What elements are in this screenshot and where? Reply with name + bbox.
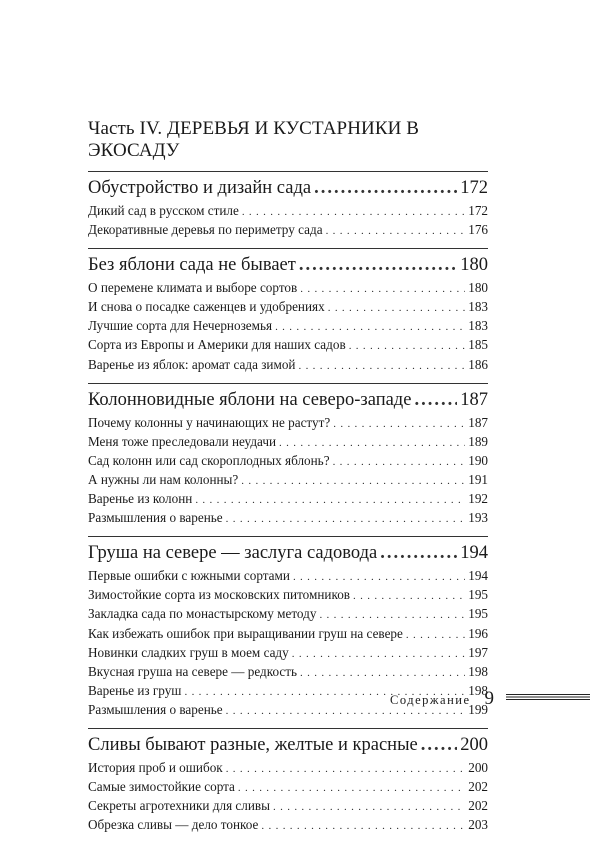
entry-page: 202 bbox=[468, 779, 488, 795]
toc-chapter-heading[interactable] bbox=[88, 733, 488, 757]
chapter-page: 172 bbox=[460, 178, 488, 198]
entry-title: Закладка сада по монастырскому методу bbox=[88, 606, 317, 622]
entry-page: 194 bbox=[468, 568, 488, 584]
entry-title: Декоративные деревья по периметру сада bbox=[88, 222, 323, 238]
entry-page: 195 bbox=[468, 606, 488, 622]
dot-leader bbox=[421, 733, 458, 757]
toc-chapter bbox=[88, 728, 488, 835]
entry-title: Зимостойкие сорта из московских питомников bbox=[88, 587, 351, 603]
toc-entry[interactable] bbox=[88, 298, 488, 317]
toc-entry[interactable] bbox=[88, 221, 488, 240]
toc-chapter-heading[interactable] bbox=[88, 253, 488, 277]
chapter-page: 187 bbox=[460, 389, 488, 410]
toc-entry[interactable] bbox=[88, 586, 488, 605]
dot-leader bbox=[242, 202, 465, 221]
entry-page: 203 bbox=[468, 817, 488, 833]
entry-page: 197 bbox=[468, 644, 488, 660]
entry-title: Варенье из колонн bbox=[88, 491, 193, 507]
dot-leader bbox=[314, 176, 457, 200]
entry-title: Лучшие сорта для Нечерноземья bbox=[88, 318, 273, 334]
entry-page: 185 bbox=[468, 337, 488, 353]
toc-entry[interactable] bbox=[88, 433, 488, 452]
entry-title: Обрезка сливы — дело тонкое bbox=[88, 817, 259, 833]
toc-entry[interactable] bbox=[88, 336, 488, 355]
entry-page: 187 bbox=[468, 414, 488, 430]
dot-leader bbox=[349, 336, 466, 355]
toc-entry[interactable] bbox=[88, 816, 488, 835]
entry-page: 191 bbox=[468, 471, 488, 487]
entry-page: 183 bbox=[468, 299, 488, 315]
toc-chapter bbox=[88, 171, 488, 240]
entry-title: Почему колонны у начинающих не растут? bbox=[88, 414, 331, 430]
entry-title: Меня тоже преследовали неудачи bbox=[88, 433, 277, 449]
chapter-page: 180 bbox=[460, 255, 488, 276]
entry-title: Сад колонн или сад скороплодных яблонь? bbox=[88, 452, 330, 468]
dot-leader bbox=[299, 253, 457, 277]
toc-entry[interactable] bbox=[88, 663, 488, 682]
dot-leader bbox=[241, 471, 465, 490]
chapter-list bbox=[88, 171, 488, 835]
dot-leader bbox=[226, 509, 466, 528]
entry-page: 193 bbox=[468, 510, 488, 526]
entry-title: Варенье из груш bbox=[88, 682, 182, 698]
toc-entry[interactable] bbox=[88, 471, 488, 490]
entry-title: И снова о посадке саженцев и удобрениях bbox=[88, 299, 325, 315]
entry-page: 202 bbox=[468, 798, 488, 814]
dot-leader bbox=[326, 221, 466, 240]
toc-entry[interactable] bbox=[88, 797, 488, 816]
toc-entry[interactable] bbox=[88, 202, 488, 221]
part-title: Часть IV. ДЕРЕВЬЯ И КУСТАРНИКИ В ЭКОСАДУ bbox=[88, 118, 420, 161]
entry-title: Варенье из яблок: аромат сада зимой bbox=[88, 356, 296, 372]
toc-chapter bbox=[88, 248, 488, 374]
dot-leader bbox=[261, 816, 465, 835]
entry-page: 172 bbox=[468, 203, 488, 218]
chapter-title: Груша на севере — заслуга садовода bbox=[88, 543, 378, 564]
dot-leader bbox=[293, 567, 465, 586]
toc-entry[interactable] bbox=[88, 605, 488, 624]
toc-entry[interactable] bbox=[88, 317, 488, 336]
dot-leader bbox=[333, 452, 466, 471]
chapter-title: Сливы бывают разные, желтые и красные bbox=[88, 734, 418, 755]
entry-page: 198 bbox=[468, 682, 488, 698]
toc-entry[interactable] bbox=[88, 414, 488, 433]
entry-title: Дикий сад в русском стиле bbox=[88, 203, 239, 218]
dot-leader bbox=[380, 541, 457, 565]
chapter-title: Колонновидные яблони на северо-западе bbox=[88, 389, 412, 410]
entry-title: Самые зимостойкие сорта bbox=[88, 779, 235, 795]
dot-leader bbox=[300, 663, 465, 682]
dot-leader bbox=[195, 490, 465, 509]
table-of-contents bbox=[88, 118, 488, 843]
entry-title: Первые ошибки с южными сортами bbox=[88, 568, 290, 584]
toc-entry[interactable] bbox=[88, 356, 488, 375]
chapter-title: Обустройство и дизайн сада bbox=[88, 178, 312, 198]
entry-page: 192 bbox=[468, 491, 488, 507]
toc-entry[interactable] bbox=[88, 778, 488, 797]
entry-title: А нужны ли нам колонны? bbox=[88, 471, 239, 487]
entry-title: Секреты агротехники для сливы bbox=[88, 798, 271, 814]
toc-entry[interactable] bbox=[88, 452, 488, 471]
entry-page: 200 bbox=[468, 759, 488, 775]
toc-entry[interactable] bbox=[88, 567, 488, 586]
toc-entry[interactable] bbox=[88, 490, 488, 509]
entry-page: 198 bbox=[468, 663, 488, 679]
entry-page: 195 bbox=[468, 587, 488, 603]
dot-leader bbox=[353, 586, 465, 605]
dot-leader bbox=[414, 388, 457, 412]
page-footer bbox=[390, 688, 590, 710]
dot-leader bbox=[300, 279, 465, 298]
dot-leader bbox=[238, 778, 465, 797]
entry-title: История проб и ошибок bbox=[88, 759, 223, 775]
entry-title: Сорта из Европы и Америки для наших садов bbox=[88, 337, 346, 353]
entry-page: 190 bbox=[468, 452, 488, 468]
toc-entry[interactable] bbox=[88, 625, 488, 644]
toc-entry[interactable] bbox=[88, 279, 488, 298]
toc-entry[interactable] bbox=[88, 644, 488, 663]
entry-page: 196 bbox=[468, 625, 488, 641]
toc-chapter-heading[interactable] bbox=[88, 541, 488, 565]
entry-page: 199 bbox=[468, 701, 488, 717]
entry-title: Новинки сладких груш в моем саду bbox=[88, 644, 289, 660]
dot-leader bbox=[226, 759, 466, 778]
entry-title: Размышления о варенье bbox=[88, 701, 223, 717]
entry-page: 189 bbox=[468, 433, 488, 449]
chapter-title: Без яблони сада не бывает bbox=[88, 255, 296, 276]
toc-chapter-heading[interactable] bbox=[88, 176, 488, 200]
entry-page: 176 bbox=[468, 222, 488, 238]
toc-entry[interactable] bbox=[88, 509, 488, 528]
entry-page: 180 bbox=[468, 280, 488, 296]
footer-label: Содержание bbox=[390, 693, 471, 707]
dot-leader bbox=[298, 356, 465, 375]
dot-leader bbox=[328, 298, 466, 317]
dot-leader bbox=[292, 644, 465, 663]
toc-chapter bbox=[88, 383, 488, 529]
footer-rule bbox=[506, 694, 590, 700]
entry-page: 186 bbox=[468, 356, 488, 372]
dot-leader bbox=[279, 433, 465, 452]
toc-entry[interactable] bbox=[88, 759, 488, 778]
toc-chapter-heading[interactable] bbox=[88, 388, 488, 412]
entry-title: Размышления о варенье bbox=[88, 510, 223, 526]
dot-leader bbox=[333, 414, 465, 433]
entry-page: 183 bbox=[468, 318, 488, 334]
entry-title: О перемене климата и выборе сортов bbox=[88, 280, 298, 296]
entry-title: Как избежать ошибок при выращивании груш на севере bbox=[88, 625, 403, 641]
entry-title: Вкусная груша на севере — редкость bbox=[88, 663, 298, 679]
footer-page-number: 9 bbox=[484, 688, 494, 709]
dot-leader bbox=[275, 317, 465, 336]
dot-leader bbox=[319, 605, 465, 624]
chapter-page: 194 bbox=[460, 543, 488, 564]
dot-leader bbox=[273, 797, 465, 816]
dot-leader bbox=[406, 625, 465, 644]
chapter-page: 200 bbox=[460, 734, 488, 755]
